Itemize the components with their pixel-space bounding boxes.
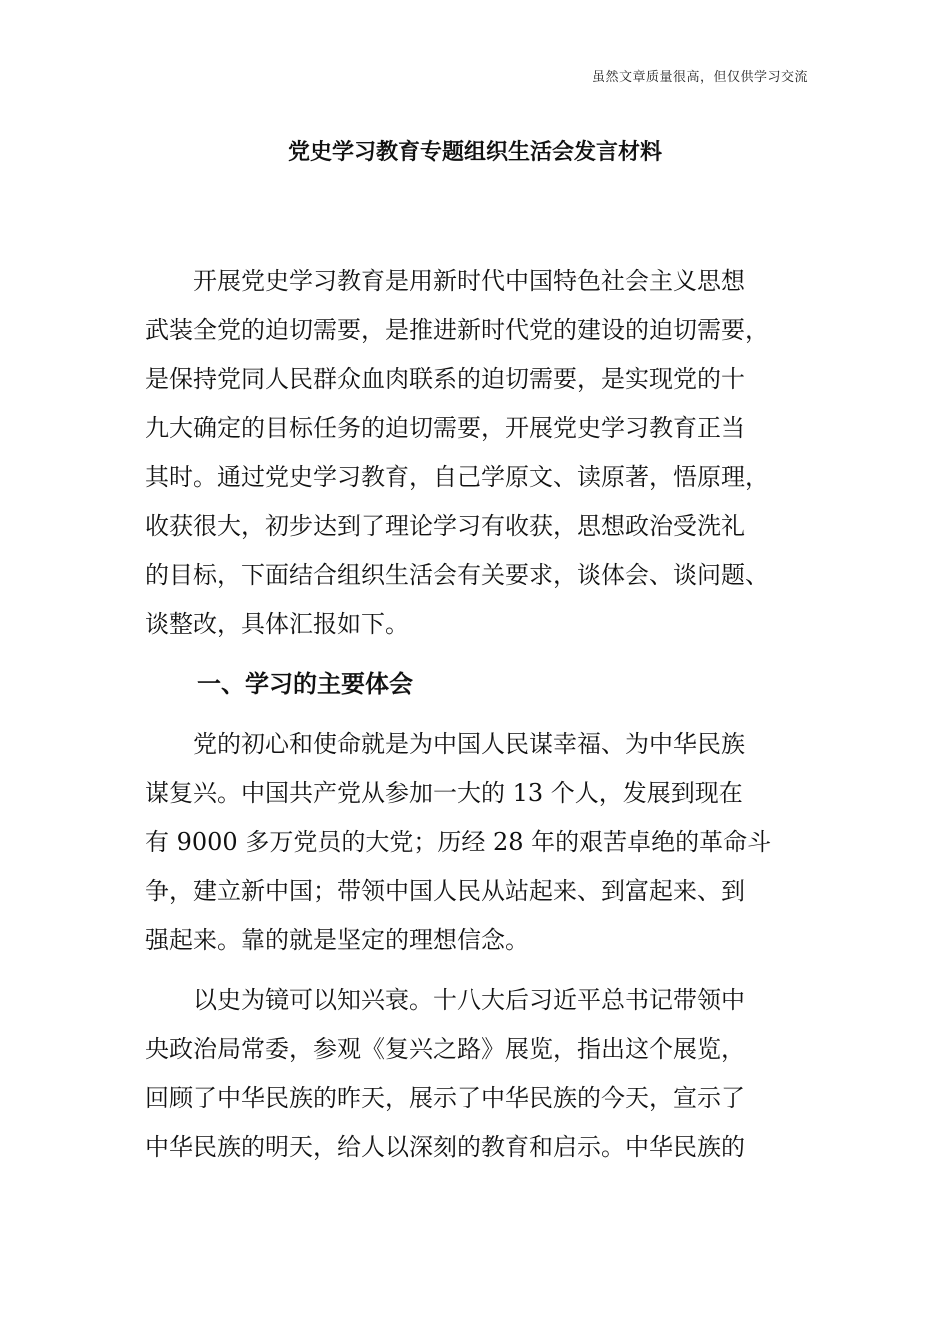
document-body xyxy=(145,262,825,1166)
paragraph-line: 争，建立新中国；带领中国人民从站起来、到富起来、到 xyxy=(145,877,745,905)
document-title: 党史学习教育专题组织生活会发言材料 xyxy=(287,140,662,165)
paragraph-line: 其时。通过党史学习教育，自己学原文、读原著，悟原理， xyxy=(145,463,769,491)
paragraph-line: 的目标，下面结合组织生活会有关要求，谈体会、谈问题、 xyxy=(145,561,769,589)
section-heading: 一、学习的主要体会 xyxy=(197,670,413,698)
paragraph-line: 中华民族的明天，给人以深刻的教育和启示。中华民族的 xyxy=(145,1133,745,1161)
paragraph-line: 央政治局常委，参观《复兴之路》展览，指出这个展览， xyxy=(145,1035,745,1063)
paragraph-line: 武装全党的迫切需要，是推进新时代党的建设的迫切需要， xyxy=(145,316,769,344)
paragraph-line: 强起来。靠的就是坚定的理想信念。 xyxy=(145,926,529,954)
paragraph-line: 回顾了中华民族的昨天，展示了中华民族的今天，宣示了 xyxy=(145,1084,745,1112)
paragraph-line: 收获很大，初步达到了理论学习有收获，思想政治受洗礼 xyxy=(145,512,745,540)
paragraph-mission xyxy=(145,725,825,959)
paragraph-line: 谋复兴。中国共产党从参加一大的 13 个人，发展到现在 xyxy=(145,779,743,807)
paragraph-line: 以史为镜可以知兴衰。十八大后习近平总书记带领中 xyxy=(145,986,745,1014)
paragraph-line: 开展党史学习教育是用新时代中国特色社会主义思想 xyxy=(145,267,745,295)
paragraph-line: 谈整改，具体汇报如下。 xyxy=(145,610,409,638)
paragraph-history xyxy=(145,981,825,1166)
paragraph-line: 有 9000 多万党员的大党；历经 28 年的艰苦卓绝的革命斗 xyxy=(145,828,772,856)
paragraph-line: 九大确定的目标任务的迫切需要，开展党史学习教育正当 xyxy=(145,414,745,442)
header-note: 虽然文章质量很高，但仅供学习交流 xyxy=(591,70,808,85)
paragraph-line: 是保持党同人民群众血肉联系的迫切需要，是实现党的十 xyxy=(145,365,745,393)
paragraph-line: 党的初心和使命就是为中国人民谋幸福、为中华民族 xyxy=(145,730,745,758)
paragraph-intro xyxy=(145,262,825,643)
